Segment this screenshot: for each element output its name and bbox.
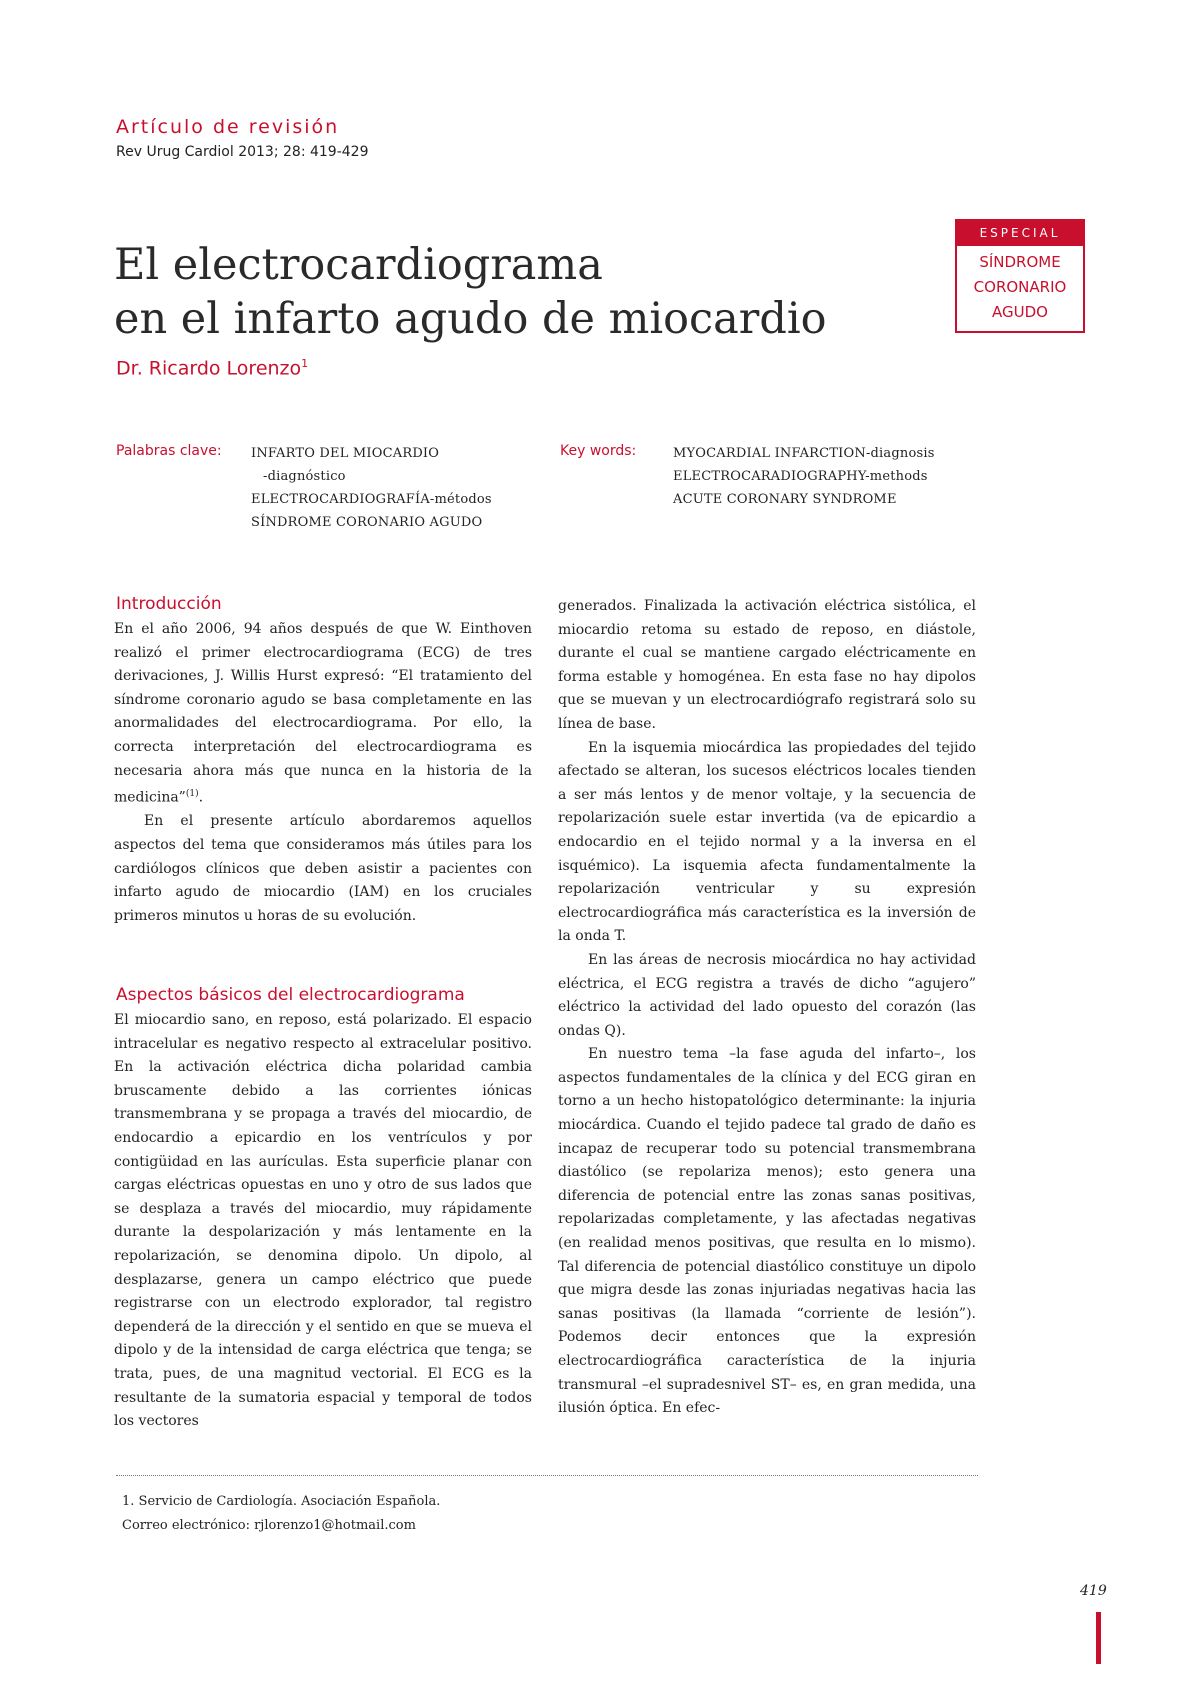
footnotes bbox=[122, 1490, 440, 1538]
special-badge-header: ESPECIAL bbox=[957, 221, 1083, 246]
special-section-badge bbox=[955, 219, 1085, 333]
special-badge-body bbox=[957, 246, 1083, 325]
special-badge-line: CORONARIO bbox=[973, 278, 1067, 296]
paragraph: En el presente artículo abordaremos aquellos aspectos del tema que consideramos más útiles para los cardiólogos clínicos que deben asistir a pacientes con infarto agudo de miocardio (IAM) en los cruciales primeros minutos u horas de su evolución. bbox=[114, 813, 532, 924]
keyword-item: ELECTROCARDIOGRAFÍA-métodos bbox=[251, 492, 492, 507]
left-column-intro bbox=[114, 618, 532, 928]
author-affiliation-mark: 1 bbox=[301, 357, 309, 370]
paragraph: En las áreas de necrosis miocárdica no hay actividad eléctrica, el ECG registra a través de dicho “agujero” eléctrico la actividad del lado opuesto del corazón (las ondas Q). bbox=[558, 951, 976, 1039]
keyword-item: ELECTROCARADIOGRAPHY-methods bbox=[673, 469, 928, 484]
page-number: 419 bbox=[1080, 1583, 1107, 1599]
footnote-affiliation: 1. Servicio de Cardiología. Asociación Española. bbox=[122, 1494, 441, 1509]
keyword-item: INFARTO DEL MIOCARDIO bbox=[251, 446, 440, 461]
reference-mark: (1) bbox=[185, 789, 199, 800]
left-column-basics bbox=[114, 1009, 532, 1434]
special-badge-line: SÍNDROME bbox=[979, 253, 1061, 271]
keywords-en-label: Key words: bbox=[560, 443, 637, 459]
keywords-es-list bbox=[251, 442, 492, 534]
page-accent-bar bbox=[1096, 1612, 1101, 1664]
paragraph bbox=[114, 618, 532, 810]
section-heading-basics: Aspectos básicos del electrocardiograma bbox=[116, 985, 465, 1005]
paragraph-end: . bbox=[198, 789, 204, 806]
journal-citation: Rev Urug Cardiol 2013; 28: 419-429 bbox=[116, 144, 369, 160]
paragraph-text: En el año 2006, 94 años después de que W. Einthoven realizó el primer electrocardiograma (ECG) de tres derivaciones, J. Willis Hurst expresó: “El tratamiento del síndrome coronario agudo se basa completamente en las anormalidades del electrocardiograma. Por ello, la correcta interpretación del electrocardiograma es necesaria ahora más que nunca en la historia de la medicina” bbox=[114, 621, 532, 806]
article-type-label: Artículo de revisión bbox=[116, 116, 340, 138]
right-column bbox=[558, 595, 976, 1421]
paragraph: El miocardio sano, en reposo, está polarizado. El espacio intracelular es negativo respecto al extracelular positivo. En la activación eléctrica dicha polaridad cambia bruscamente debido a las corrientes iónicas transmembrana y se propaga a través del miocardio, de endocardio a epicardio en los ventrículos y por contigüidad en las aurículas. Esta superficie planar con cargas eléctricas opuestas en uno y otro de sus lados que se desplaza a través del miocardio, muy rápidamente durante la despolarización y más lentamente en la repolarización, se denomina dipolo. Un dipolo, al desplazarse, genera un campo eléctrico que puede registrarse con un electrodo explorador, tal registro dependerá de la dirección y el sentido en que se mueva el dipolo y de la intensidad de carga eléctrica que tenga; se trata, pues, de una magnitud vectorial. El ECG es la resultante de la sumatoria espacial y temporal de todos los vectores bbox=[114, 1012, 532, 1430]
paragraph: generados. Finalizada la activación eléctrica sistólica, el miocardio retoma su estado de reposo, en diástole, durante el cual se mantiene cargado eléctricamente en forma estable y homogénea. En esta fase no hay dipolos que se muevan y un electrocardiógrafo registrará solo su línea de base. bbox=[558, 598, 976, 732]
keyword-item: -diagnóstico bbox=[263, 469, 346, 484]
footnote-divider bbox=[116, 1475, 978, 1476]
title-line-1: El electrocardiograma bbox=[114, 240, 603, 290]
keyword-item: MYOCARDIAL INFARCTION-diagnosis bbox=[673, 446, 935, 461]
author-text: Dr. Ricardo Lorenzo bbox=[116, 357, 302, 380]
paragraph: En la isquemia miocárdica las propiedades del tejido afectado se alteran, los sucesos eléctricos locales tienden a ser más lentos y de menor voltaje, y la secuencia de repolarización suele estar invertida (va de epicardio a endocardio en el tejido normal y a la inversa en el isquémico). La isquemia afecta fundamentalmente la repolarización ventricular y su expresión electrocardiográfica más característica es la inversión de la onda T. bbox=[558, 739, 976, 945]
keywords-es-label: Palabras clave: bbox=[116, 443, 222, 459]
keywords-en-list bbox=[673, 442, 935, 511]
paragraph: En nuestro tema –la fase aguda del infarto–, los aspectos fundamentales de la clínica y del ECG giran en torno a un hecho histopatológico determinante: la injuria miocárdica. Cuando el tejido padece tal grado de daño es incapaz de recuperar todo su potencial transmembrana diastólico (se repolariza menos); esto genera una diferencia de potencial entre las zonas sanas positivas, repolarizadas completamente, y las afectadas negativas (en realidad menos positivas, que resulta en lo mismo). Tal diferencia de potencial diastólico constituye un dipolo que migra desde las zonas injuriadas negativas hacia las sanas positivas (la llamada “corriente de lesión”). Podemos decir entonces que la expresión electrocardiográfica característica de la injuria transmural –el supradesnivel ST– es, en gran medida, una ilusión óptica. En efec- bbox=[558, 1046, 976, 1417]
keyword-item: ACUTE CORONARY SYNDROME bbox=[673, 492, 897, 507]
article-title bbox=[114, 238, 874, 346]
title-line-2: en el infarto agudo de miocardio bbox=[114, 294, 827, 344]
author-name bbox=[116, 357, 308, 379]
keyword-item: SÍNDROME CORONARIO AGUDO bbox=[251, 515, 483, 530]
footnote-email: Correo electrónico: rjlorenzo1@hotmail.com bbox=[122, 1518, 416, 1533]
section-heading-introduction: Introducción bbox=[116, 594, 222, 614]
special-badge-line: AGUDO bbox=[992, 303, 1048, 321]
